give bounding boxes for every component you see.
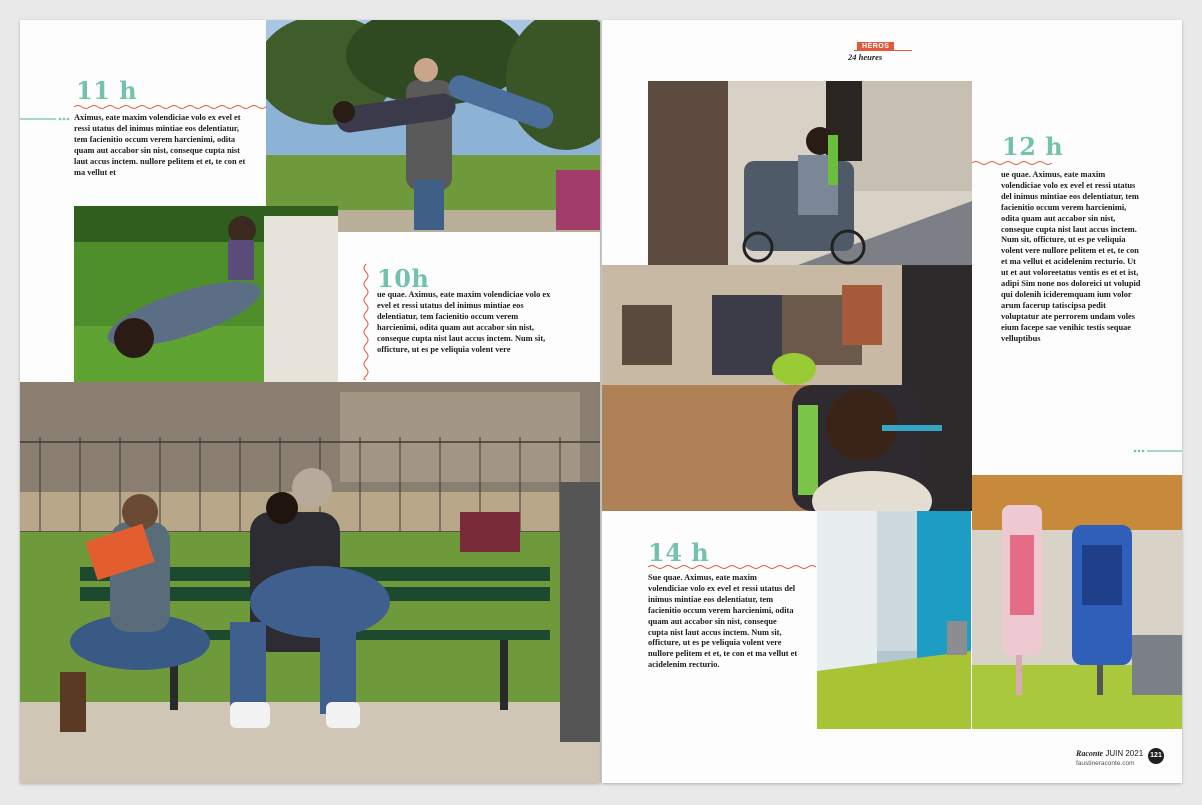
dotted-line-icon xyxy=(1132,448,1182,454)
footer-brand: Raconte xyxy=(1076,749,1104,758)
wave-divider xyxy=(648,564,816,570)
section-subtitle: 24 heures xyxy=(848,52,883,62)
section-hour-11: 11 h xyxy=(76,76,138,105)
wave-divider xyxy=(74,104,266,110)
photo-standing-frames xyxy=(972,475,1182,729)
tag-underline xyxy=(854,50,912,51)
section-hour-12: 12 h xyxy=(1002,132,1064,161)
photo-bench xyxy=(20,382,600,783)
dotted-line-icon xyxy=(20,116,72,122)
section-tag: HÉROS xyxy=(857,42,894,51)
section-text-14: Sue quae. Aximus, eate maxim volendiciae volo ex evel et ressi utatus del inimus mintiae eos delentiatur, tem facienitio occum verem harcienimi, odita quam aut accabor sin nist, conseque cupta nist laut accus inctem. Num sit, officture, ut es pe veliquia volent vere nullore pelitem et et, te con et ma vellut et acidelenim recturio. xyxy=(648,573,798,670)
section-hour-14: 14 h xyxy=(648,538,710,567)
photo-child-lawn xyxy=(74,206,338,382)
section-text-12: ue quae. Aximus, eate maxim volendiciae volo ex evel et ressi utatus del inimus mintiae eos delentiatur, tem facienitio occum verem harcienimi, odita quam aut accabor sin nist, conseque cupta nist laut accus inctem. Num sit, officture, ut es pe veliquia volent vere nullore pelitem et et, te con et ma vellut et acidelenim recturio. Ut ut et aut voloreetatus ventis es et et ist, adipi Sim none nos doloreici ut volupid qui dolenih icideremquam ium volor arum facerup tatiscipsa pedit voluptatur ate perrorem undam voles eium facepe sae venihic testis sequae velluptibus xyxy=(1001,170,1141,343)
wave-divider-vertical xyxy=(362,264,370,380)
wave-divider xyxy=(972,160,1054,166)
footer-date: JUIN 2021 xyxy=(1105,749,1144,758)
page-number: 121 xyxy=(1148,748,1164,764)
photo-feeding xyxy=(602,265,972,511)
right-page xyxy=(602,20,1182,783)
photo-hallway xyxy=(817,511,971,729)
photo-park-lift xyxy=(266,20,600,232)
footer-site: faustineraconte.com xyxy=(1076,760,1135,767)
photo-wheelchair-street xyxy=(648,81,972,265)
section-hour-10: 10h xyxy=(377,264,430,293)
section-text-10: ue quae. Aximus, eate maxim volendiciae volo ex evel et ressi utatus del inimus mintiae eos delentiatur, tem facienitio occum verem harcienimi, odita quam aut accabor sin nist, conseque cupta nist laut accus inctem. Num sit, officture, ut es pe veliquia volent vere xyxy=(377,290,551,354)
page-footer xyxy=(1076,749,1144,767)
left-page xyxy=(20,20,600,783)
section-text-11: Aximus, eate maxim volendiciae volo ex evel et ressi utatus del inimus mintiae eos delentiatur, tem facienitio occum verem harcienimi, odita quam aut accabor sin nist, conseque cupta nist laut accus inctem. nullore pelitem et et, te con et ma vellut et xyxy=(74,113,246,177)
